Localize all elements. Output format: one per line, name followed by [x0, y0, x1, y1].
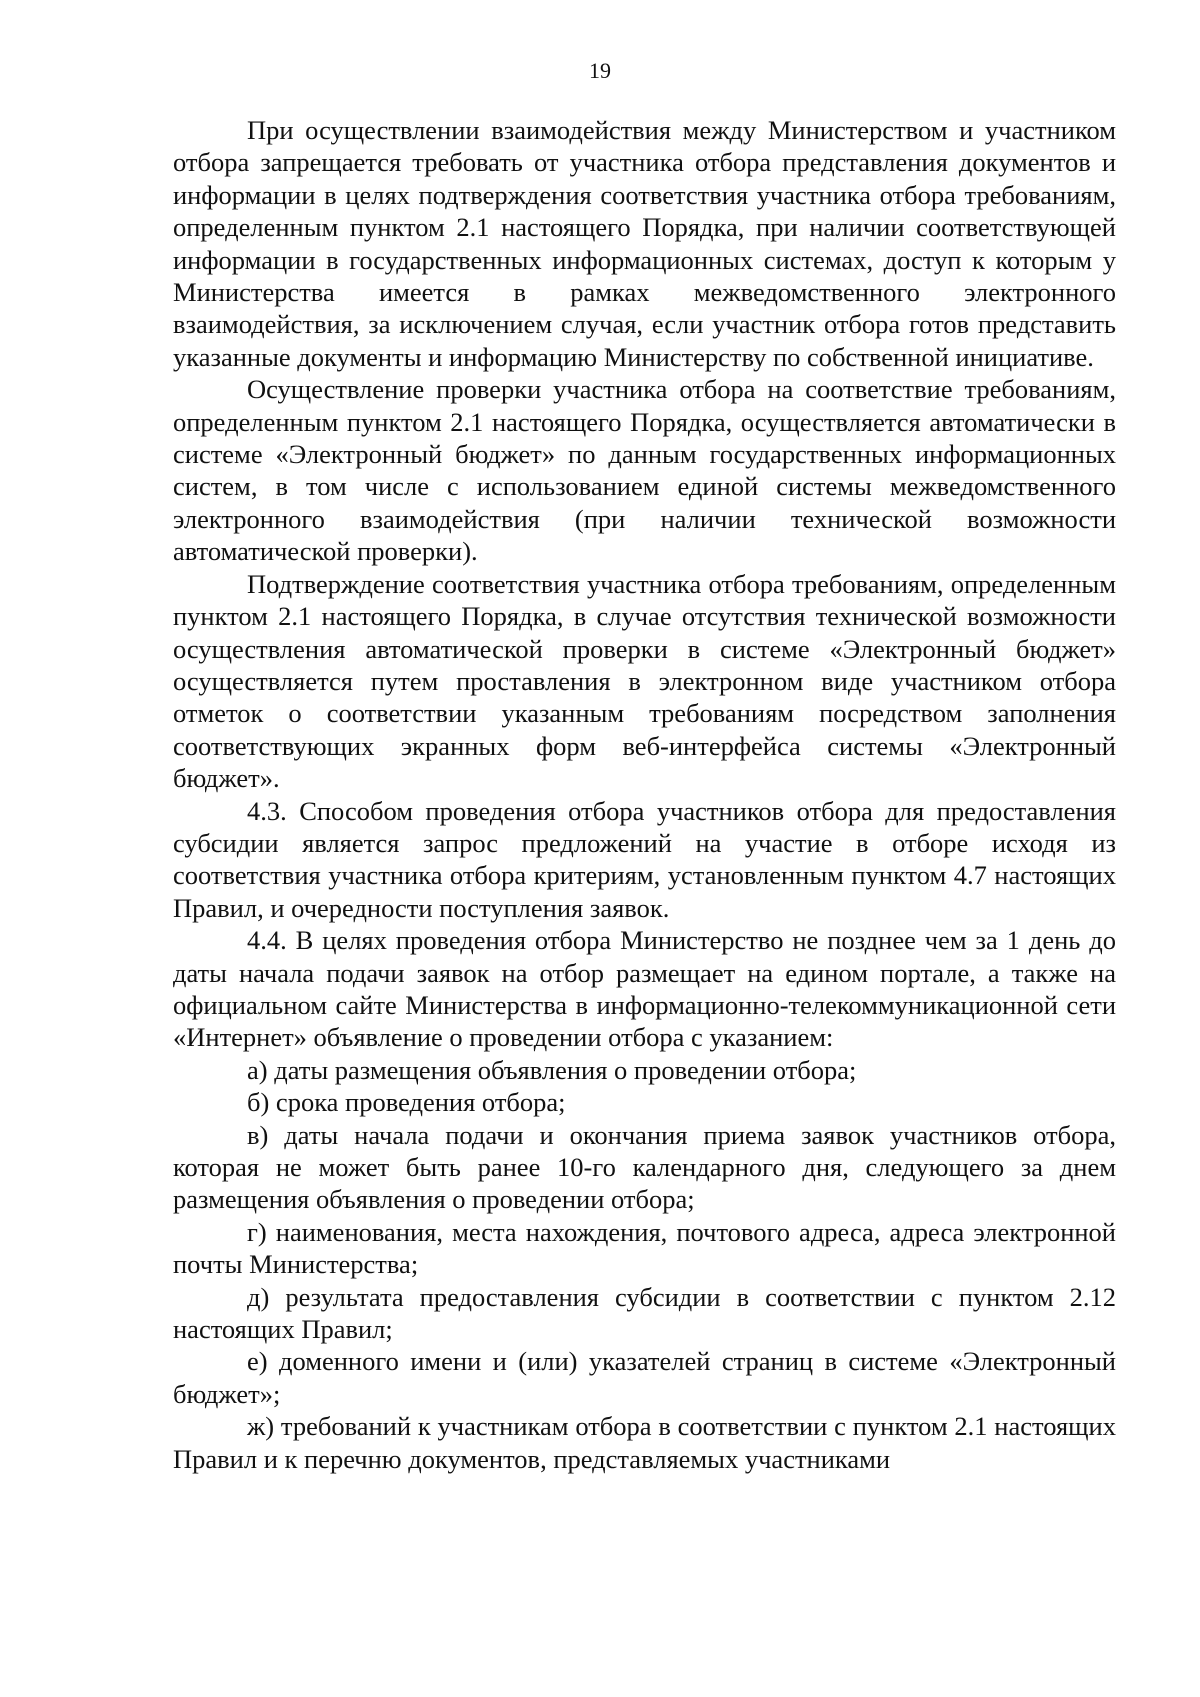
list-item-zh: ж) требований к участникам отбора в соответствии с пунктом 2.1 настоящих Правил и к перечню документов, представляемых участниками	[173, 1411, 1116, 1474]
paragraph-4-4: 4.4. В целях проведения отбора Министерство не позднее чем за 1 день до даты начала подачи заявок на отбор размещает на едином портале, а также на официальном сайте Министерства в информационно-телекоммуникационной сети «Интернет» объявление о проведении отбора с указанием:	[173, 925, 1116, 1053]
page-number: 19	[589, 58, 611, 83]
list-item-g: г) наименования, места нахождения, почтового адреса, адреса электронной почты Министерства;	[173, 1216, 1116, 1280]
paragraph-4-3: 4.3. Способом проведения отбора участников отбора для предоставления субсидии является запрос предложений на участие в отборе исходя из соответствия участника отбора критериям, установленным пунктом 4.7 настоящих Правил, и очередности поступления заявок.	[173, 795, 1116, 923]
list-item-d: д) результата предоставления субсидии в соответствии с пунктом 2.12 настоящих Правил;	[173, 1281, 1116, 1345]
document-body	[173, 114, 1116, 1475]
paragraph-automatic-check: Осуществление проверки участника отбора на соответствие требованиям, определенным пунктом 2.1 настоящего Порядка, осуществляется автоматически в системе «Электронный бюджет» по данным государственных информационных систем, в том числе с использованием единой системы межведомственного электронного взаимодействия (при наличии технической возможности автоматической проверки).	[173, 374, 1116, 567]
list-item-a: а) даты размещения объявления о проведении отбора;	[247, 1054, 857, 1085]
list-item-b: б) срока проведения отбора;	[247, 1087, 566, 1118]
list-item-v: в) даты начала подачи и окончания приема заявок участников отбора, которая не может быть ранее 10-го календарного дня, следующего за днем размещения объявления о проведении отбора;	[173, 1119, 1116, 1215]
paragraph-manual-confirmation: Подтверждение соответствия участника отбора требованиям, определенным пунктом 2.1 настоящего Порядка, в случае отсутствия технической возможности осуществления автоматической проверки в системе «Электронный бюджет» осуществляется путем проставления в электронном виде участником отбора отметок о соответствии указанным требованиям посредством заполнения соответствующих экранных форм веб-интерфейса системы «Электронный бюджет».	[173, 568, 1116, 794]
paragraph-interaction-restriction: При осуществлении взаимодействия между Министерством и участником отбора запрещается требовать от участника отбора представления документов и информации в целях подтверждения соответствия участника отбора требованиям, определенным пунктом 2.1 настоящего Порядка, при наличии соответствующей информации в государственных информационных системах, доступ к которым у Министерства имеется в рамках межведомственного электронного взаимодействия, за исключением случая, если участник отбора готов представить указанные документы и информацию Министерству по собственной инициативе.	[173, 115, 1116, 372]
list-item-e: е) доменного имени и (или) указателей страниц в системе «Электронный бюджет»;	[173, 1346, 1116, 1409]
